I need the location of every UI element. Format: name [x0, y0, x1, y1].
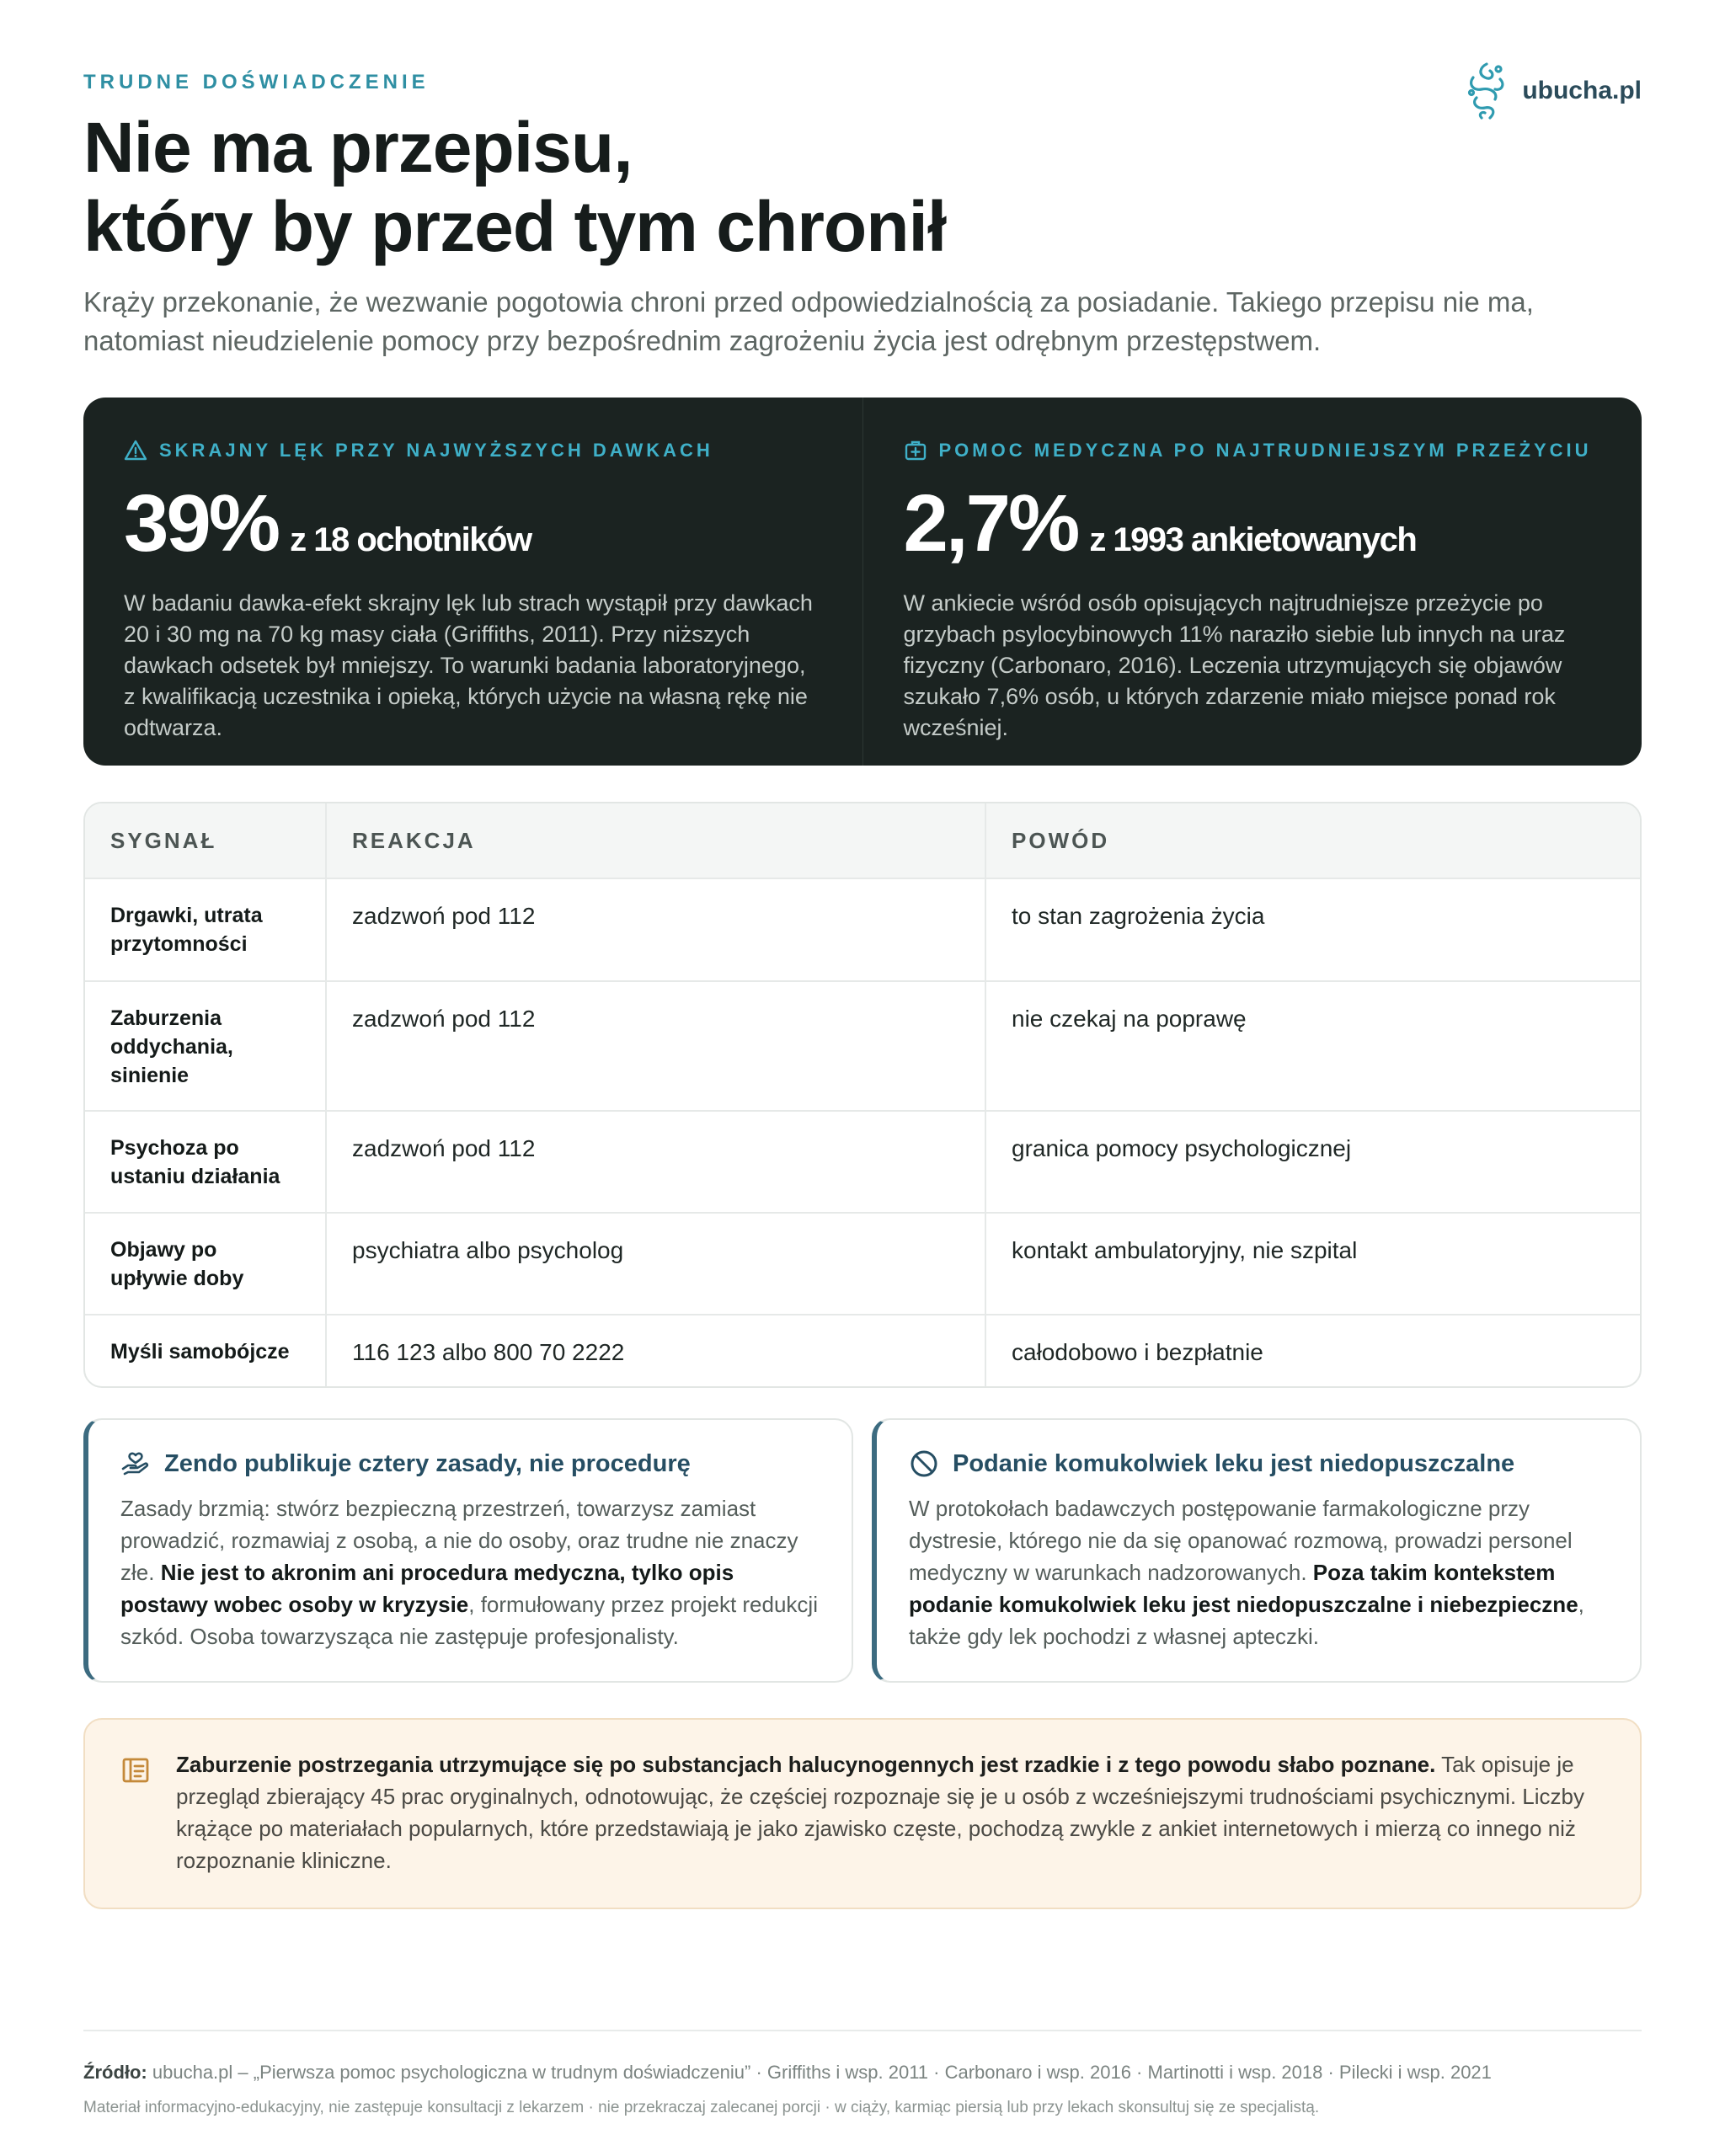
note-emphasis: Zaburzenie postrzegania utrzymujące się po substancjach halucynogennych jest rzadkie i z tego powodu słabo poznane.	[176, 1752, 1436, 1777]
reaction-cell: 116 123 albo 800 70 2222	[327, 1315, 986, 1386]
stat-sample: z 18 ochotników	[290, 521, 531, 558]
signal-cell: Zaburzenia oddychania, sinienie	[85, 982, 327, 1110]
reason-cell: kontakt ambulatoryjny, nie szpital	[1012, 1237, 1358, 1263]
callout-emphasis: Poza takim kontekstem podanie komukolwiek leku jest niedopuszczalne i niebezpieczne	[909, 1560, 1578, 1617]
reason-cell: to stan zagrożenia życia	[1012, 903, 1265, 929]
stat-label	[124, 438, 822, 463]
signal-cell: Drgawki, utrata przytomności	[85, 879, 327, 980]
eyebrow-label: TRUDNE DOŚWIADCZENIE	[83, 71, 430, 93]
logo[interactable]	[1465, 59, 1642, 123]
stat-card-anxiety	[83, 398, 862, 766]
table-row	[85, 980, 1640, 1110]
signal-cell: Psychoza po ustaniu działania	[85, 1112, 327, 1212]
callout-zendo	[83, 1418, 853, 1683]
kombucha-logo-icon	[1465, 59, 1509, 123]
callout-body	[120, 1492, 821, 1652]
callout-text: , także gdy lek pochodzi z własnej apteczki.	[909, 1592, 1584, 1649]
column-header-reaction: REAKCJA	[327, 803, 986, 878]
medical-kit-icon	[904, 439, 927, 462]
warning-triangle-icon	[124, 439, 147, 462]
callout-title-text: Podanie komukolwiek leku jest niedopuszczalne	[953, 1449, 1515, 1477]
logo-text: ubucha.pl	[1522, 77, 1642, 104]
reason-cell: całodobowo i bezpłatnie	[1012, 1339, 1263, 1365]
table-row	[85, 1314, 1640, 1386]
reaction-cell: zadzwoń pod 112	[327, 982, 986, 1110]
note-text: Tak opisuje je przegląd zbierający 45 prac oryginalnych, odnotowując, że częściej rozpoznaje się je u osób z wcześniejszymi trudnościami psychicznymi. Liczby krążące po materiałach popularnych, które przedstawiają je jako zjawisko częste, pochodzą zwykle z ankiet internetowych i mierzą co innego niż rozpoznanie kliniczne.	[176, 1752, 1584, 1873]
footer-divider	[83, 2030, 1642, 2031]
note-body	[176, 1748, 1598, 1876]
hands-heart-icon	[120, 1449, 151, 1479]
callout-text: Zasady brzmią: stwórz bezpieczną przestrzeń, towarzysz zamiast prowadzić, rozmawiaj z osobą, a nie do osoby, oraz trudne nie znaczy złe.	[120, 1496, 798, 1585]
page-title	[83, 108, 946, 266]
callout-text: , formułowany przez projekt redukcji szkód. Osoba towarzysząca nie zastępuje profesjonalisty.	[120, 1592, 818, 1649]
stat-label	[904, 438, 1602, 463]
reaction-cell: zadzwoń pod 112	[327, 879, 986, 980]
callout-emphasis: Nie jest to akronim ani procedura medyczna, tylko opis postawy wobec osoby w kryzysie	[120, 1560, 734, 1617]
stat-figure	[903, 478, 1602, 568]
stat-label-text: SKRAJNY LĘK PRZY NAJWYŻSZYCH DAWKACH	[159, 440, 713, 461]
source-line	[83, 2062, 1492, 2084]
column-header-signal: SYGNAŁ	[85, 803, 327, 878]
document-icon	[120, 1755, 151, 1785]
disclaimer: Materiał informacyjno-edukacyjny, nie zastępuje konsultacji z lekarzem · nie przekraczaj zalecanej porcji · w ciąży, karmiąc piersią lub przy lekach skonsultuj się ze specjalistą.	[83, 2099, 1320, 2116]
callout-no-medication	[872, 1418, 1642, 1683]
reason-cell: granica pomocy psychologicznej	[1012, 1135, 1352, 1161]
callout-title	[909, 1449, 1610, 1479]
prohibited-icon	[909, 1449, 939, 1479]
reason-cell: nie czekaj na poprawę	[1012, 1006, 1247, 1032]
table-row	[85, 878, 1640, 980]
column-header-reason: POWÓD	[1012, 827, 1110, 853]
table-header-row	[85, 803, 1640, 878]
stat-value: 39%	[124, 478, 279, 568]
callout-body	[909, 1492, 1610, 1652]
callout-title	[120, 1449, 821, 1479]
source-label: Źródło:	[83, 2062, 147, 2083]
reaction-cell: psychiatra albo psycholog	[327, 1214, 986, 1314]
stat-description: W badaniu dawka-efekt skrajny lęk lub strach wystąpił przy dawkach 20 i 30 mg na 70 kg masy ciała (Griffiths, 2011). Przy niższych dawkach odsetek był mniejszy. To warunki badania laboratoryjnego, z kwalifikacją uczestnika i opieką, których użycie na własną rękę nie odtwarza.	[124, 590, 813, 740]
signals-table	[83, 802, 1642, 1388]
info-note	[83, 1718, 1642, 1909]
stats-panel	[83, 398, 1642, 766]
stat-value: 2,7%	[903, 478, 1078, 568]
stat-sample: z 1993 ankietowanych	[1089, 521, 1417, 558]
signal-cell: Objawy po upływie doby	[85, 1214, 327, 1314]
source-text: ubucha.pl – „Pierwsza pomoc psychologiczna w trudnym doświadczeniu” · Griffiths i wsp. 2011 · Carbonaro i wsp. 2016 · Martinotti i wsp. 2018 · Pilecki i wsp. 2021	[147, 2062, 1492, 2083]
signal-cell: Myśli samobójcze	[85, 1315, 327, 1386]
stat-label-text: POMOC MEDYCZNA PO NAJTRUDNIEJSZYM PRZEŻYCIU	[938, 440, 1592, 461]
page-title-line-2: który by przed tym chronił	[83, 187, 947, 266]
page	[83, 0, 1642, 2156]
page-title-line-1: Nie ma przepisu,	[83, 108, 633, 187]
callout-title-text: Zendo publikuje cztery zasady, nie procedurę	[164, 1449, 691, 1477]
table-row	[85, 1110, 1640, 1212]
stat-figure	[124, 478, 822, 568]
reaction-cell: zadzwoń pod 112	[327, 1112, 986, 1212]
table-row	[85, 1212, 1640, 1314]
stat-card-medical-help	[862, 398, 1642, 766]
stat-description: W ankiecie wśród osób opisujących najtrudniejsze przeżycie po grzybach psylocybinowych 11% naraziło siebie lub innych na uraz fizyczny (Carbonaro, 2016). Leczenia utrzymujących się objawów szukało 7,6% osób, u których zdarzenie miało miejsce ponad rok wcześniej.	[903, 590, 1566, 740]
callout-text: W protokołach badawczych postępowanie farmakologiczne przy dystresie, którego nie da się opanować rozmową, prowadzi personel medyczny w warunkach nadzorowanych.	[909, 1496, 1573, 1585]
lead-paragraph: Krąży przekonanie, że wezwanie pogotowia chroni przed odpowiedzialnością za posiadanie. Takiego przepisu nie ma, natomiast nieudzielenie pomocy przy bezpośrednim zagrożeniu życia jest odrębnym przestępstwem.	[83, 286, 1534, 356]
